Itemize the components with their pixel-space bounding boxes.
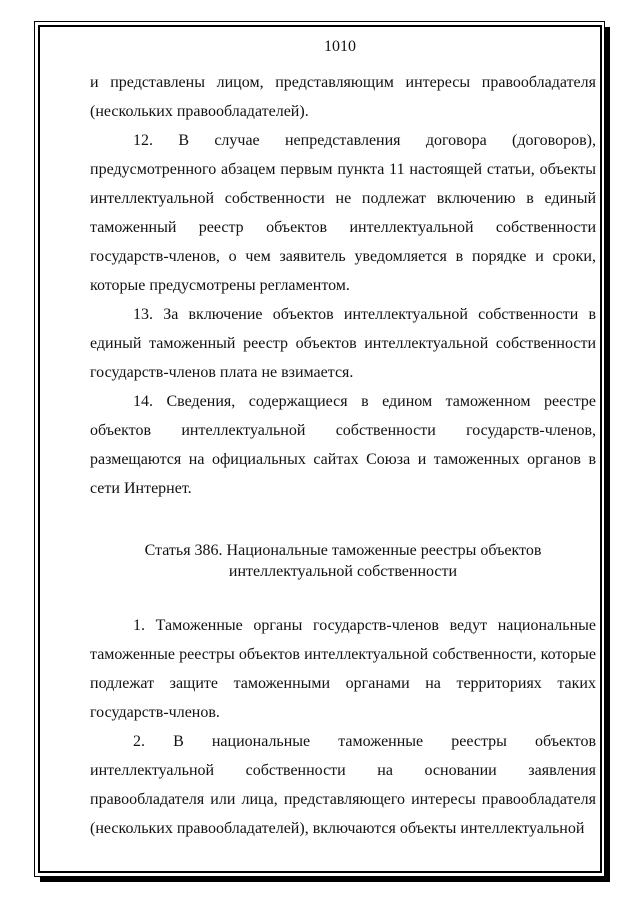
paragraph-item-12: 12. В случае непредставления договора (договоров), предусмотренного абзацем первым пункта 11 настоящей статьи, объекты интеллектуальной собственности не подлежат включению в единый таможенный реестр объектов интеллектуальной собственности государств-членов, о чем заявитель уведомляется в порядке и сроки, которые предусмотрены регламентом. bbox=[90, 132, 596, 294]
page-shadow-right bbox=[605, 27, 610, 882]
document-body bbox=[90, 36, 596, 843]
paragraph-article-item-1: 1. Таможенные органы государств-членов ведут национальные таможенные реестры объектов интеллектуальной собственности, которые подлежат защите таможенными органами на территориях таких государств-членов. bbox=[90, 617, 596, 721]
article-title-line-2: интеллектуальной собственности bbox=[228, 563, 458, 580]
paragraph-item-13: 13. За включение объектов интеллектуальной собственности в единый таможенный реестр объектов интеллектуальной собственности государств-членов плата не взимается. bbox=[90, 306, 596, 381]
page-shadow-bottom bbox=[40, 877, 610, 882]
paragraph-item-14: 14. Сведения, содержащиеся в едином таможенном реестре объектов интеллектуальной собственности государств-членов, размещаются на официальных сайтах Союза и таможенных органов в сети Интернет. bbox=[90, 393, 596, 497]
paragraph-article-item-2: 2. В национальные таможенные реестры объектов интеллектуальной собственности на основании заявления правообладателя или лица, представляющего интересы правообладателя (нескольких правообладателей), включаются объекты интеллектуальной bbox=[90, 733, 596, 837]
article-heading bbox=[90, 540, 596, 582]
paragraph-continuation: и представлены лицом, представляющим интересы правообладателя (нескольких правообладателей). bbox=[90, 74, 596, 120]
article-title-line-1: Статья 386. Национальные таможенные реестры объектов bbox=[144, 542, 542, 559]
page-number: 1010 bbox=[324, 38, 356, 55]
